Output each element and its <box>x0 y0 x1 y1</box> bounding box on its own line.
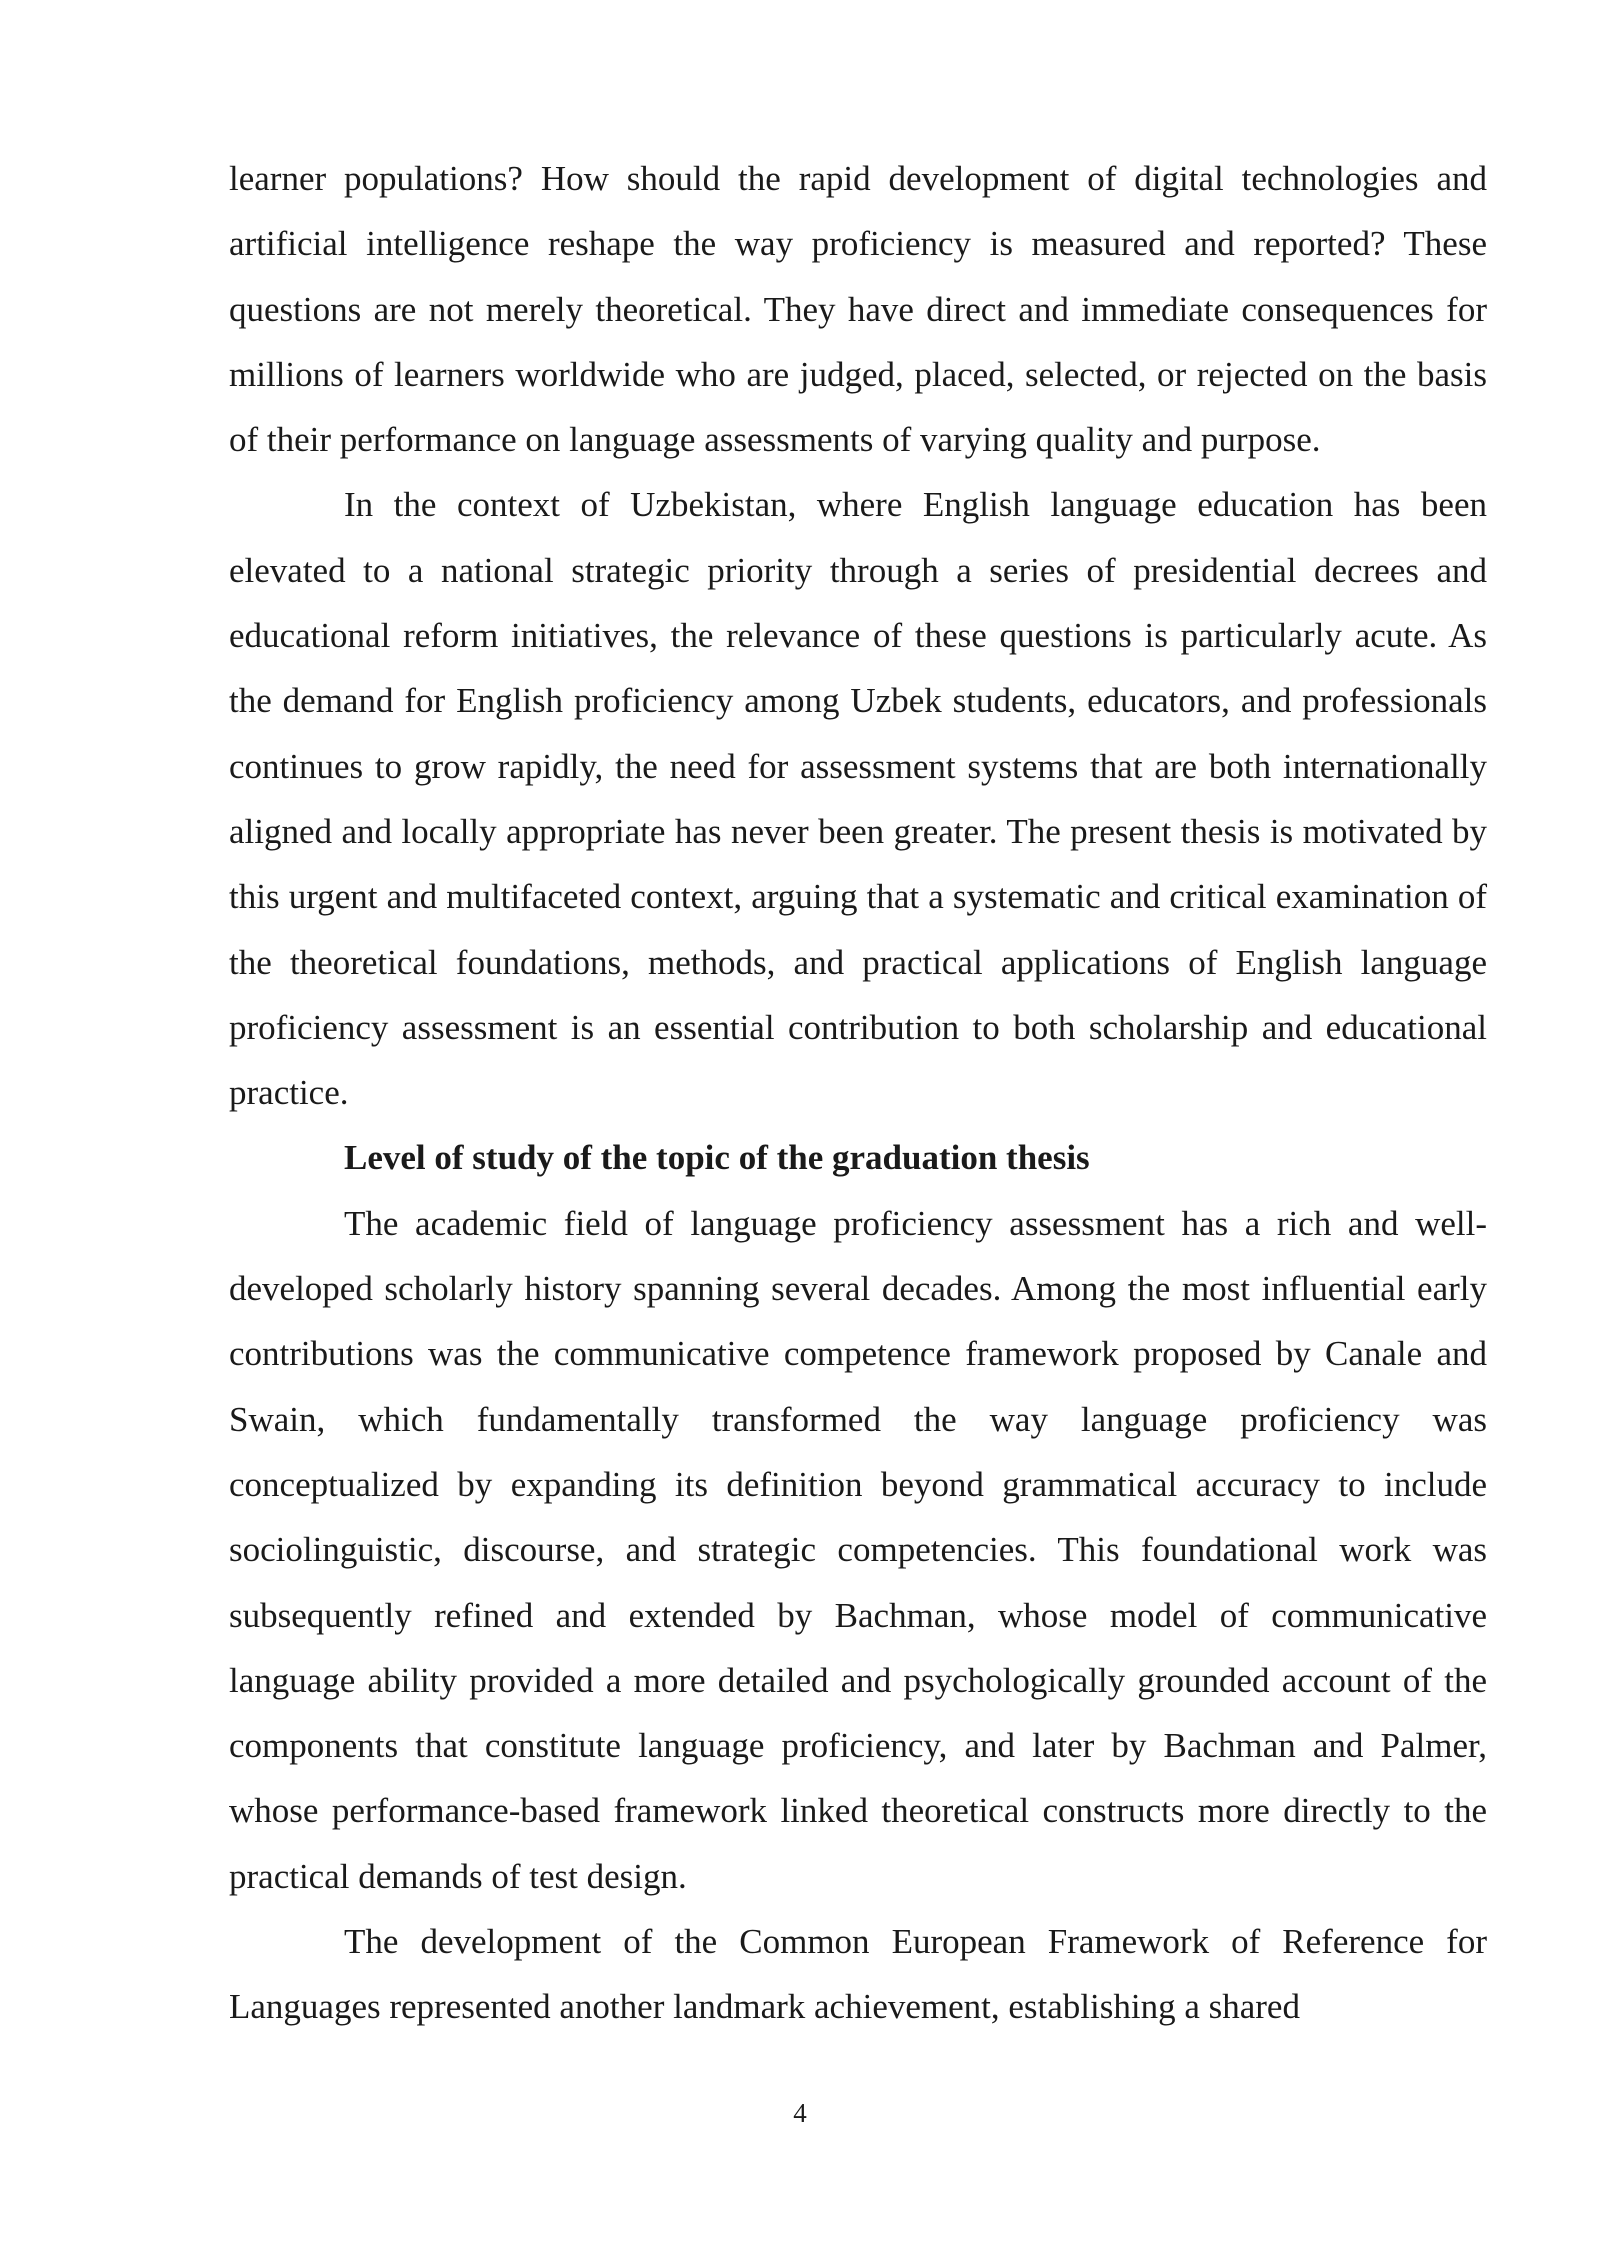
paragraph-academic-field: The academic field of language proficiency assessment has a rich and well-developed scholarly history spanning several decades. Among the most influential early contributions was the communicative competence framework proposed by Canale and Swain, which fundamentally transformed the way language proficiency was conceptualized by expanding its definition beyond grammatical accuracy to include sociolinguistic, discourse, and strategic competencies. This foundational work was subsequently refined and extended by Bachman, whose model of communicative language ability provided a more detailed and psychologically grounded account of the components that constitute language proficiency, and later by Bachman and Palmer, whose performance-based framework linked theoretical constructs more directly to the practical demands of test design. <box>229 1203 1487 1896</box>
page-number: 4 <box>793 2098 807 2128</box>
paragraph-cefr: The development of the Common European Framework of Reference for Languages represented another landmark achievement, establishing a shared <box>229 1922 1487 2027</box>
section-heading: Level of study of the topic of the graduation thesis <box>344 1138 1090 1178</box>
paragraph-continuation: learner populations? How should the rapid development of digital technologies and artificial intelligence reshape the way proficiency is measured and reported? These questions are not merely theoretical. They have direct and immediate consequences for millions of learners worldwide who are judged, placed, selected, or rejected on the basis of their performance on language assessments of varying quality and purpose. <box>229 159 1487 460</box>
paragraph-uzbekistan-context: In the context of Uzbekistan, where English language education has been elevated to a national strategic priority through a series of presidential decrees and educational reform initiatives, the relevance of these questions is particularly acute. As the demand for English proficiency among Uzbek students, educators, and professionals continues to grow rapidly, the need for assessment systems that are both internationally aligned and locally appropriate has never been greater. The present thesis is motivated by this urgent and multifaceted context, arguing that a systematic and critical examination of the theoretical foundations, methods, and practical applications of English language proficiency assessment is an essential contribution to both scholarship and educational practice. <box>229 485 1487 1113</box>
body-text <box>229 146 1487 2040</box>
